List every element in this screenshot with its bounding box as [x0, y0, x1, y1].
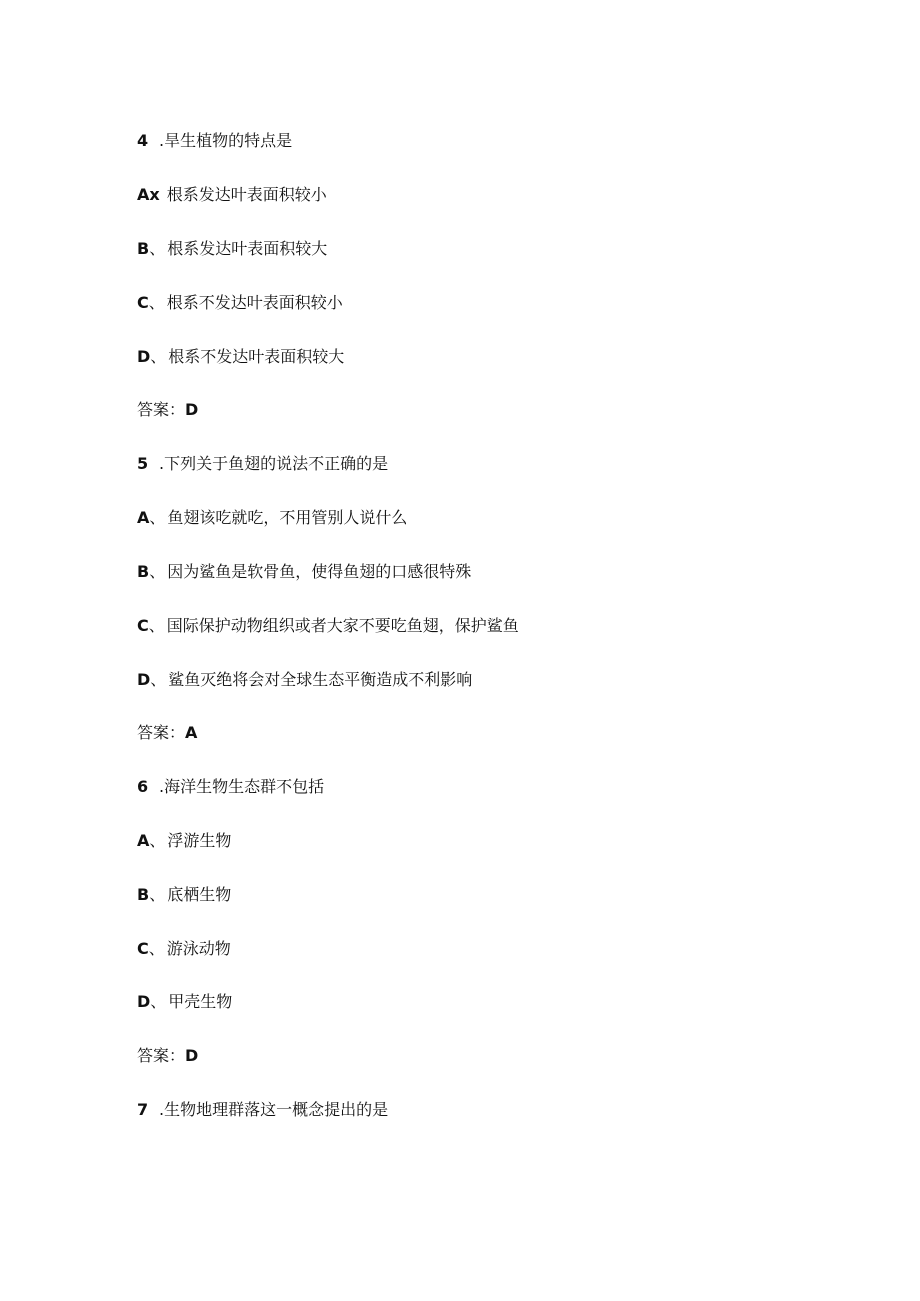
- option-separator: 、: [150, 670, 167, 689]
- option-letter: D: [137, 670, 151, 689]
- question-6-option-c: [137, 939, 231, 959]
- option-letter: C: [137, 939, 149, 958]
- answer-value: D: [185, 400, 199, 419]
- question-6-stem: [137, 777, 324, 797]
- question-number: 4: [137, 131, 149, 150]
- question-4-stem: [137, 131, 292, 151]
- question-text: .生物地理群落这一概念提出的是: [159, 1100, 389, 1119]
- option-separator: 、: [148, 939, 165, 958]
- answer-label: 答案：: [137, 723, 186, 742]
- answer-label: 答案：: [137, 1046, 186, 1065]
- question-5-option-c: [137, 616, 519, 636]
- option-text: 因为鲨鱼是软骨鱼，使得鱼翅的口感很特殊: [167, 562, 472, 581]
- question-5-answer: [137, 723, 197, 743]
- question-4-option-c: [137, 293, 343, 313]
- option-text: 甲壳生物: [168, 992, 233, 1011]
- option-separator: 、: [150, 992, 167, 1011]
- question-text: .旱生植物的特点是: [159, 131, 293, 150]
- question-6-option-a: [137, 831, 231, 851]
- option-text: 根系不发达叶表面积较大: [168, 347, 345, 366]
- option-separator: 、: [149, 885, 166, 904]
- option-separator: 、: [149, 508, 166, 527]
- option-separator: 、: [149, 239, 166, 258]
- option-text: 根系发达叶表面积较小: [166, 185, 327, 204]
- option-text: 游泳动物: [166, 939, 231, 958]
- option-letter: D: [137, 992, 151, 1011]
- question-number: 7: [137, 1100, 149, 1119]
- option-letter: A: [137, 831, 150, 850]
- option-separator: 、: [148, 293, 165, 312]
- option-separator: 、: [149, 562, 166, 581]
- option-text: 根系不发达叶表面积较小: [166, 293, 343, 312]
- option-text: 浮游生物: [167, 831, 232, 850]
- question-text: .下列关于鱼翅的说法不正确的是: [159, 454, 389, 473]
- answer-value: A: [185, 723, 198, 742]
- option-text: 底栖生物: [167, 885, 232, 904]
- option-text: 根系发达叶表面积较大: [167, 239, 328, 258]
- question-5-stem: [137, 454, 388, 474]
- option-letter: D: [137, 347, 151, 366]
- question-number: 6: [137, 777, 149, 796]
- question-4-option-d: [137, 347, 344, 367]
- question-number: 5: [137, 454, 149, 473]
- option-separator: 、: [149, 831, 166, 850]
- question-6-option-b: [137, 885, 231, 905]
- option-letter: B: [137, 239, 150, 258]
- option-letter: Ax: [137, 185, 160, 204]
- option-separator: 、: [150, 347, 167, 366]
- option-letter: B: [137, 562, 150, 581]
- option-text: 鲨鱼灭绝将会对全球生态平衡造成不利影响: [168, 670, 473, 689]
- question-text: .海洋生物生态群不包括: [159, 777, 325, 796]
- answer-label: 答案：: [137, 400, 186, 419]
- question-6-option-d: [137, 992, 232, 1012]
- option-letter: A: [137, 508, 150, 527]
- question-5-option-a: [137, 508, 407, 528]
- option-text: 国际保护动物组织或者大家不要吃鱼翅，保护鲨鱼: [166, 616, 519, 635]
- option-separator: 、: [148, 616, 165, 635]
- option-letter: B: [137, 885, 150, 904]
- option-letter: C: [137, 293, 149, 312]
- option-separator: [160, 185, 165, 204]
- option-letter: C: [137, 616, 149, 635]
- question-6-answer: [137, 1046, 198, 1066]
- question-4-option-a: [137, 185, 327, 205]
- question-5-option-d: [137, 670, 472, 690]
- question-5-option-b: [137, 562, 471, 582]
- question-7-stem: [137, 1100, 388, 1120]
- answer-value: D: [185, 1046, 199, 1065]
- option-text: 鱼翅该吃就吃，不用管别人说什么: [167, 508, 408, 527]
- question-4-option-b: [137, 239, 327, 259]
- question-4-answer: [137, 400, 198, 420]
